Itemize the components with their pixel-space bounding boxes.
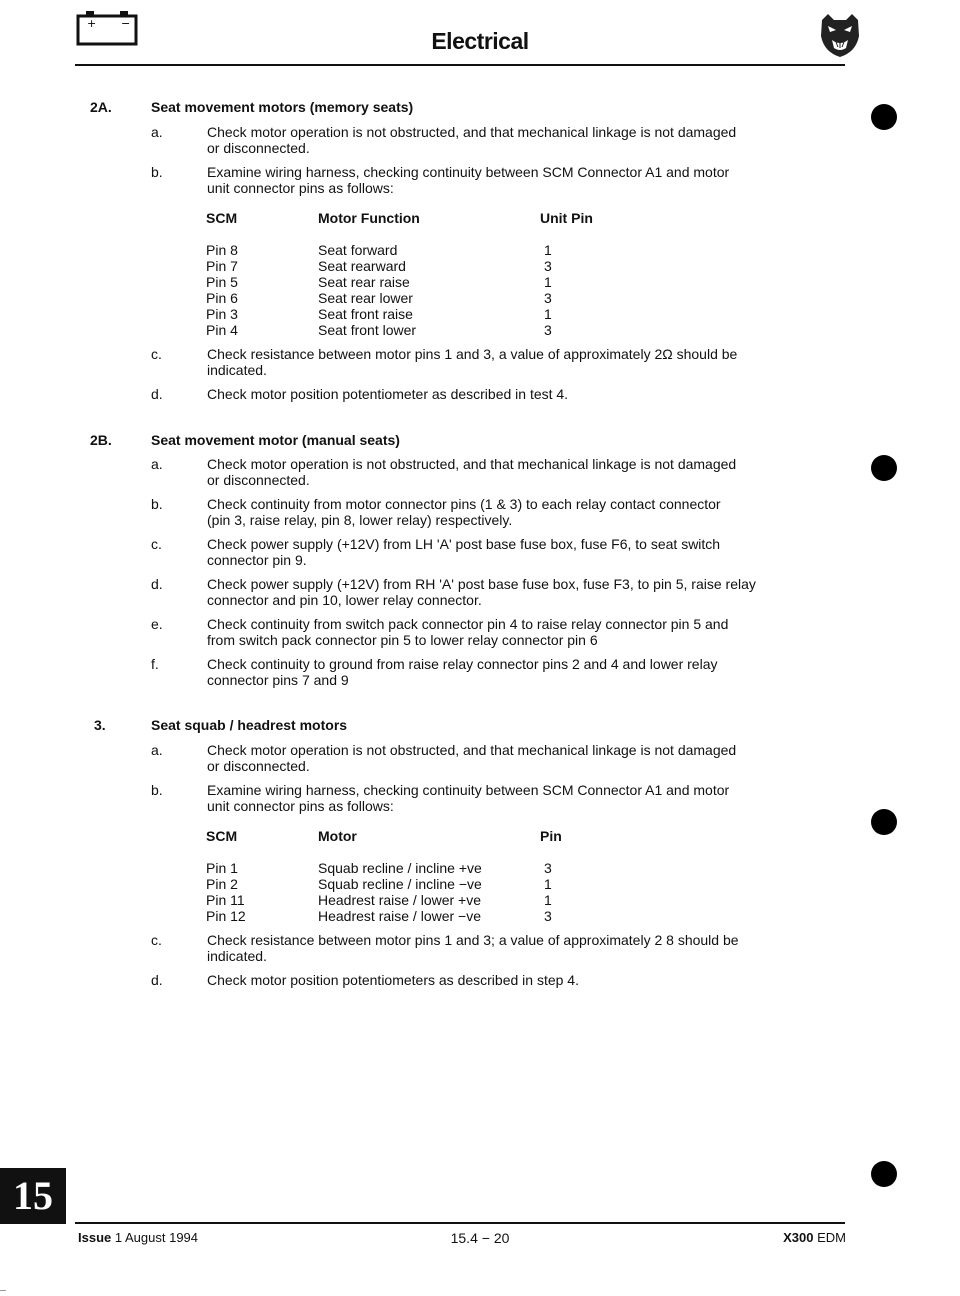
table-row: Pin 12 Headrest raise / lower −ve 3	[206, 908, 552, 924]
item-letter: d.	[151, 972, 163, 988]
binder-hole-icon	[871, 1161, 897, 1187]
table-header: SCM Motor Function Unit Pin	[206, 210, 593, 226]
item-text: Check continuity to ground from raise relay connector pins 2 and 4 and lower relay connector pins 7 and 9	[207, 656, 718, 688]
item-text: Check motor position potentiometer as described in test 4.	[207, 386, 569, 402]
item-letter: d.	[151, 576, 163, 592]
section-title: Seat squab / headrest motors	[151, 717, 348, 733]
item-text: Check motor operation is not obstructed, and that mechanical linkage is not damaged or disconnected.	[207, 124, 737, 156]
item-letter: c.	[151, 932, 162, 948]
item-letter: b.	[151, 782, 163, 798]
battery-plus: +	[87, 17, 97, 30]
pin-table	[0, 210, 960, 340]
item-letter: f.	[151, 656, 159, 672]
issue-date: 1 August 1994	[114, 1230, 199, 1245]
binder-hole-icon	[871, 104, 897, 130]
item-letter: a.	[151, 124, 163, 140]
item-text: Check motor position potentiometers as described in step 4.	[207, 972, 579, 988]
header-rule	[75, 64, 845, 66]
table-row: Pin 8 Seat forward 1	[206, 242, 552, 258]
doc-code: X300 EDM	[783, 1230, 846, 1245]
page-number: 15.4 − 20	[450, 1230, 510, 1246]
binder-hole-icon	[871, 455, 897, 481]
table-row: Pin 3 Seat front raise 1	[206, 306, 552, 322]
item-letter: c.	[151, 346, 162, 362]
item-letter: e.	[151, 616, 163, 632]
item-text: Examine wiring harness, checking continuity between SCM Connector A1 and motor unit connector pins as follows:	[207, 164, 730, 196]
section-number: 2B.	[90, 432, 112, 448]
battery-minus: −	[121, 17, 131, 30]
section-title: Seat movement motor (manual seats)	[151, 432, 400, 448]
page-title: Electrical	[431, 28, 529, 54]
table-row: Pin 4 Seat front lower 3	[206, 322, 552, 338]
item-letter: b.	[151, 164, 163, 180]
pin-table	[0, 828, 960, 928]
item-letter: a.	[151, 742, 163, 758]
section-title: Seat movement motors (memory seats)	[151, 99, 414, 115]
table-row: Pin 6 Seat rear lower 3	[206, 290, 552, 306]
item-text: Check continuity from switch pack connector pin 4 to raise relay connector pin 5 and from switch pack connector pin 5 to lower relay connector pin 6	[207, 616, 729, 648]
section-number: 2A.	[90, 99, 112, 115]
item-text: Check power supply (+12V) from LH 'A' post base fuse box, fuse F6, to seat switch connector pin 9.	[207, 536, 721, 568]
table-row: Pin 7 Seat rearward 3	[206, 258, 552, 274]
corner-mark	[0, 1290, 6, 1291]
item-text: Check resistance between motor pins 1 and 3; a value of approximately 2 8 should be indicated.	[207, 932, 739, 964]
item-text: Check motor operation is not obstructed, and that mechanical linkage is not damaged or disconnected.	[207, 742, 737, 774]
section-badge: 15	[0, 1168, 66, 1224]
item-letter: b.	[151, 496, 163, 512]
issue-label: Issue	[78, 1230, 112, 1245]
section-number: 3.	[94, 717, 106, 733]
table-header: SCM Motor Pin	[206, 828, 562, 844]
table-row: Pin 5 Seat rear raise 1	[206, 274, 552, 290]
item-letter: a.	[151, 456, 163, 472]
item-letter: c.	[151, 536, 162, 552]
table-row: Pin 1 Squab recline / incline +ve 3	[206, 860, 552, 876]
item-text: Check resistance between motor pins 1 and 3, a value of approximately 2Ω should be indicated.	[207, 346, 738, 378]
jaguar-head-icon	[818, 12, 862, 58]
binder-hole-icon	[871, 809, 897, 835]
issue-info	[78, 1230, 198, 1245]
footer-rule	[75, 1222, 845, 1224]
item-letter: d.	[151, 386, 163, 402]
table-row: Pin 11 Headrest raise / lower +ve 1	[206, 892, 552, 908]
table-row: Pin 2 Squab recline / incline −ve 1	[206, 876, 552, 892]
item-text: Examine wiring harness, checking continuity between SCM Connector A1 and motor unit connector pins as follows:	[207, 782, 730, 814]
item-text: Check motor operation is not obstructed, and that mechanical linkage is not damaged or disconnected.	[207, 456, 737, 488]
item-text: Check power supply (+12V) from RH 'A' post base fuse box, fuse F3, to pin 5, raise relay connector and pin 10, lower relay connector.	[207, 576, 756, 608]
item-text: Check continuity from motor connector pins (1 & 3) to each relay contact connector (pin 3, raise relay, pin 8, lower relay) respectively.	[207, 496, 721, 528]
